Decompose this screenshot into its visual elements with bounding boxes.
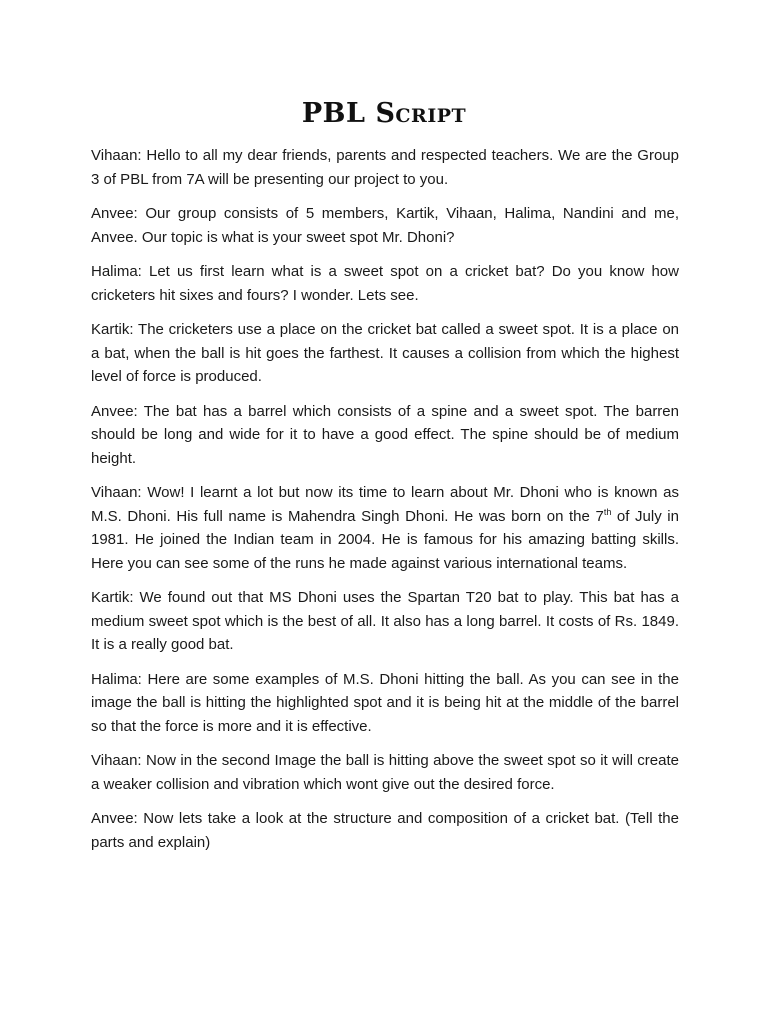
speaker-name: Vihaan: xyxy=(91,147,142,164)
script-paragraph-7 xyxy=(91,586,679,657)
title-word-2: Script xyxy=(375,98,467,129)
paragraph-text: Here are some examples of M.S. Dhoni hitting the ball. As you can see in the image the ball is hitting the highlighted spot and it is being hit at the middle of the barrel so that the force is more and it is effective. xyxy=(91,670,679,735)
script-paragraph-2 xyxy=(91,202,679,249)
script-paragraph-1 xyxy=(91,144,679,191)
script-paragraph-10 xyxy=(91,807,679,854)
script-body xyxy=(91,144,679,865)
paragraph-text: Hello to all my dear friends, parents and respected teachers. We are the Group 3 of PBL from 7A will be presenting our project to you. xyxy=(91,147,679,188)
paragraph-text: Let us first learn what is a sweet spot on a cricket bat? Do you know how cricketers hit sixes and fours? I wonder. Lets see. xyxy=(91,263,679,304)
speaker-name: Halima: xyxy=(91,263,142,280)
script-paragraph-5 xyxy=(91,400,679,471)
paragraph-text: Our group consists of 5 members, Kartik, Vihaan, Halima, Nandini and me, Anvee. Our topic is what is your sweet spot Mr. Dhoni? xyxy=(91,205,679,246)
script-paragraph-9 xyxy=(91,749,679,796)
speaker-name: Halima: xyxy=(91,670,142,688)
speaker-name: Vihaan: xyxy=(91,752,142,769)
speaker-name: Kartik: xyxy=(91,589,134,606)
script-paragraph-6 xyxy=(91,481,679,575)
script-paragraph-8 xyxy=(91,668,679,739)
speaker-name: Kartik: xyxy=(91,321,134,338)
script-paragraph-4 xyxy=(91,318,679,389)
speaker-name: Anvee: xyxy=(91,810,138,827)
title-word-1: PBL xyxy=(301,98,366,129)
paragraph-text: The bat has a barrel which consists of a spine and a sweet spot. The barren should be long and wide for it to have a good effect. The spine should be of medium height. xyxy=(91,402,679,467)
page-title xyxy=(0,98,768,129)
paragraph-text: The cricketers use a place on the cricket bat called a sweet spot. It is a place on a bat, when the ball is hit goes the farthest. It causes a collision from which the highest level of force is produced. xyxy=(91,321,679,385)
ordinal-superscript: th xyxy=(603,506,612,517)
paragraph-text: Now lets take a look at the structure and composition of a cricket bat. (Tell the parts and explain) xyxy=(91,810,679,851)
speaker-name: Anvee: xyxy=(91,205,138,222)
paragraph-text: We found out that MS Dhoni uses the Spartan T20 bat to play. This bat has a medium sweet spot which is the best of all. It also has a long barrel. It costs of Rs. 1849. It is a really good bat. xyxy=(91,589,679,653)
speaker-name: Vihaan: xyxy=(91,484,142,501)
paragraph-text-continued: of July in 1981. He joined the Indian team in 2004. He is famous for his amazing batting skills. Here you can see some of the runs he made against various international teams. xyxy=(91,507,679,572)
paragraph-text: Now in the second Image the ball is hitting above the sweet spot so it will create a weaker collision and vibration which wont give out the desired force. xyxy=(91,752,679,793)
script-paragraph-3 xyxy=(91,260,679,307)
speaker-name: Anvee: xyxy=(91,402,138,420)
paragraph-text: Wow! I learnt a lot but now its time to learn about Mr. Dhoni who is known as M.S. Dhoni. His full name is Mahendra Singh Dhoni. He was born on the 7 xyxy=(91,484,679,525)
